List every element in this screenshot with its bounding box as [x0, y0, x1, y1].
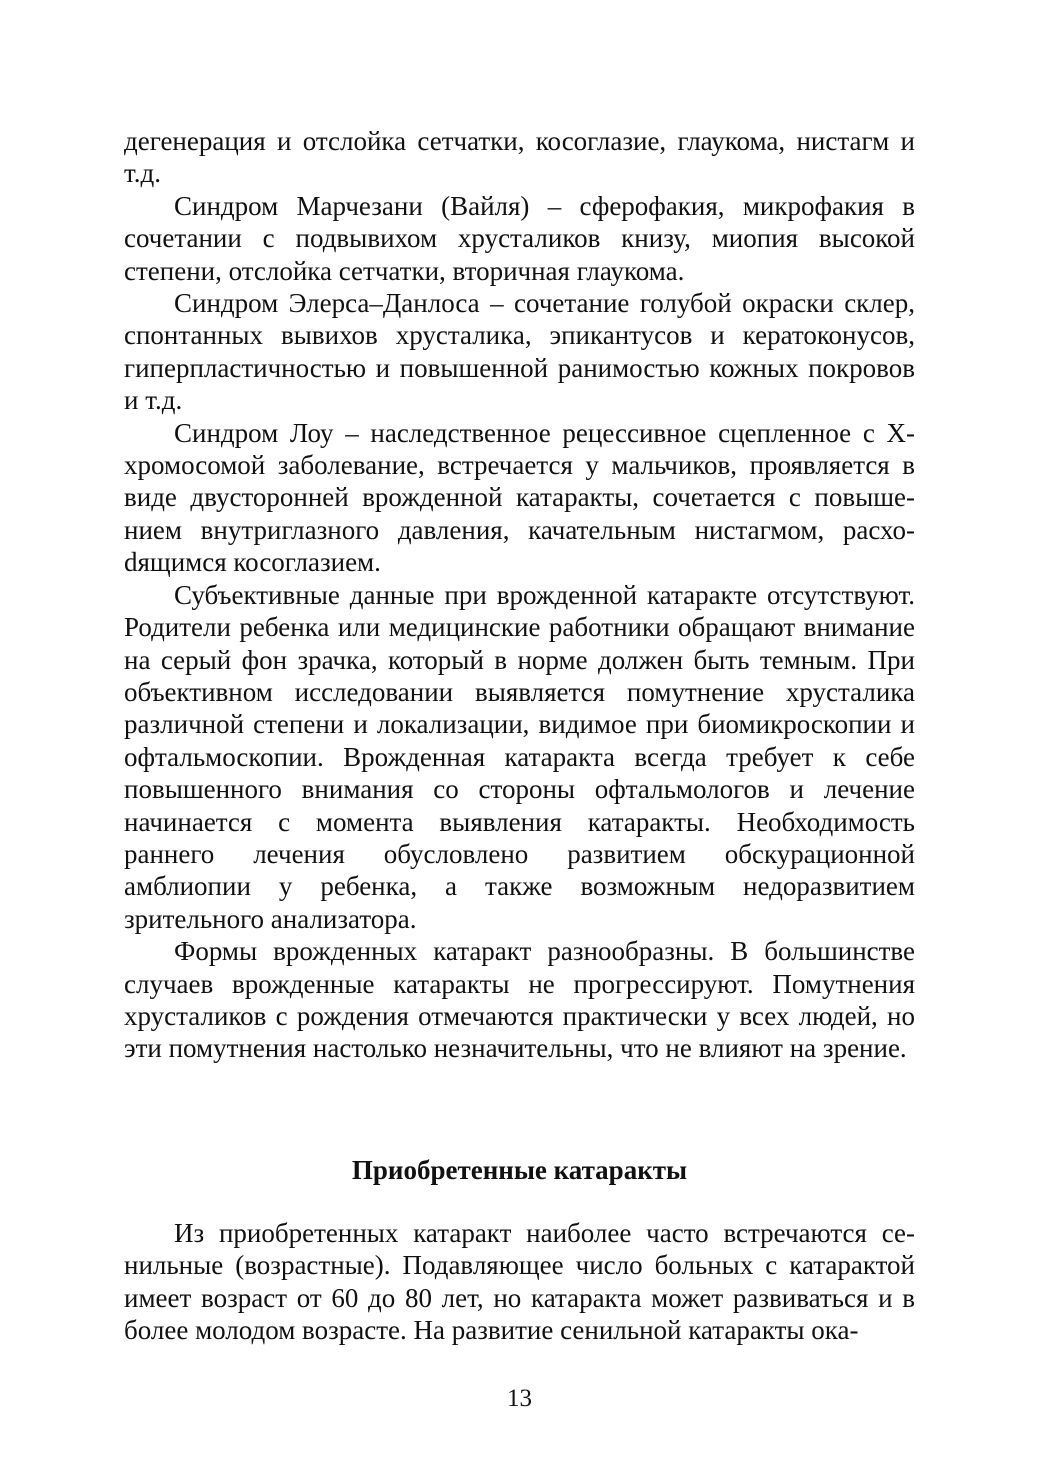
section-heading: Приобретенные катаракты	[351, 1155, 688, 1185]
paragraph-acquired-cataracts: Из приобретенных катаракт наиболее часто встречаются сенильные (возрастные). Подавляющее число больных с катарактой имеет возраст от 60 до 80 лет, но катаракта может развиваться и в более молодом возрасте. На развитие сенильной катаракты ока-	[124, 1218, 915, 1346]
section-body	[124, 1217, 915, 1347]
paragraph-congenital-forms: Формы врожденных катаракт разнообразны. В большинстве случаев врожденные катаракты не прогрессируют. Помутнения хрусталиков с рождения отмечаются практически у всех людей, но эти помутнения настолько незначительны, что не влияют на зрение.	[124, 936, 915, 1064]
body-text	[124, 125, 915, 1065]
paragraph-lowe-syndrome: Синдром Лоу – наследственное рецессивное сцепленное с Х-хромосомой заболевание, встречается у мальчиков, проявляется в виде двусторонней врожденной катаракты, сочетается с повышением внутриглазного давления, качательным нистагмом, расхоdящимся косоглазием.	[124, 417, 915, 578]
paragraph-subjective-data: Субъективные данные при врожденной катаракте отсутствуют. Родители ребенка или медицинские работники обращают внимание на серый фон зрачка, который в норме должен быть темным. При объективном исследовании выявляется помутнение хрусталика различной степени и локализации, видимое при биомикроскопии и офтальмоскопии. Врожденная катаракта всегда требует к себе повышенного внимания со стороны офтальмологов и лечение начинается с момента выявления катаракты. Необходимость раннего лечения обусловлено развитием обскурационной амблиопии у ребенка, а также возможным недоразвитием зрительного анализатора.	[124, 579, 915, 934]
paragraph-continuation: дегенерация и отслойка сетчатки, косоглазие, глаукома, нистагм и т.д.	[124, 126, 915, 189]
page-number: 13	[507, 1385, 532, 1412]
paragraph-marchesani-syndrome: Синдром Марчезани (Вайля) – сферофакия, микрофакия в сочетании с подвывихом хрусталиков книзу, миопия высокой степени, отслойка сетчатки, вторичная глаукома.	[124, 190, 915, 286]
paragraph-ehlers-danlos-syndrome: Синдром Элерса–Данлоса – сочетание голубой окраски склер, спонтанных вывихов хрусталика, эпикантусов и кератоконусов, гиперпластичностью и повышенной ранимостью кожных покровов и т.д.	[124, 288, 915, 416]
